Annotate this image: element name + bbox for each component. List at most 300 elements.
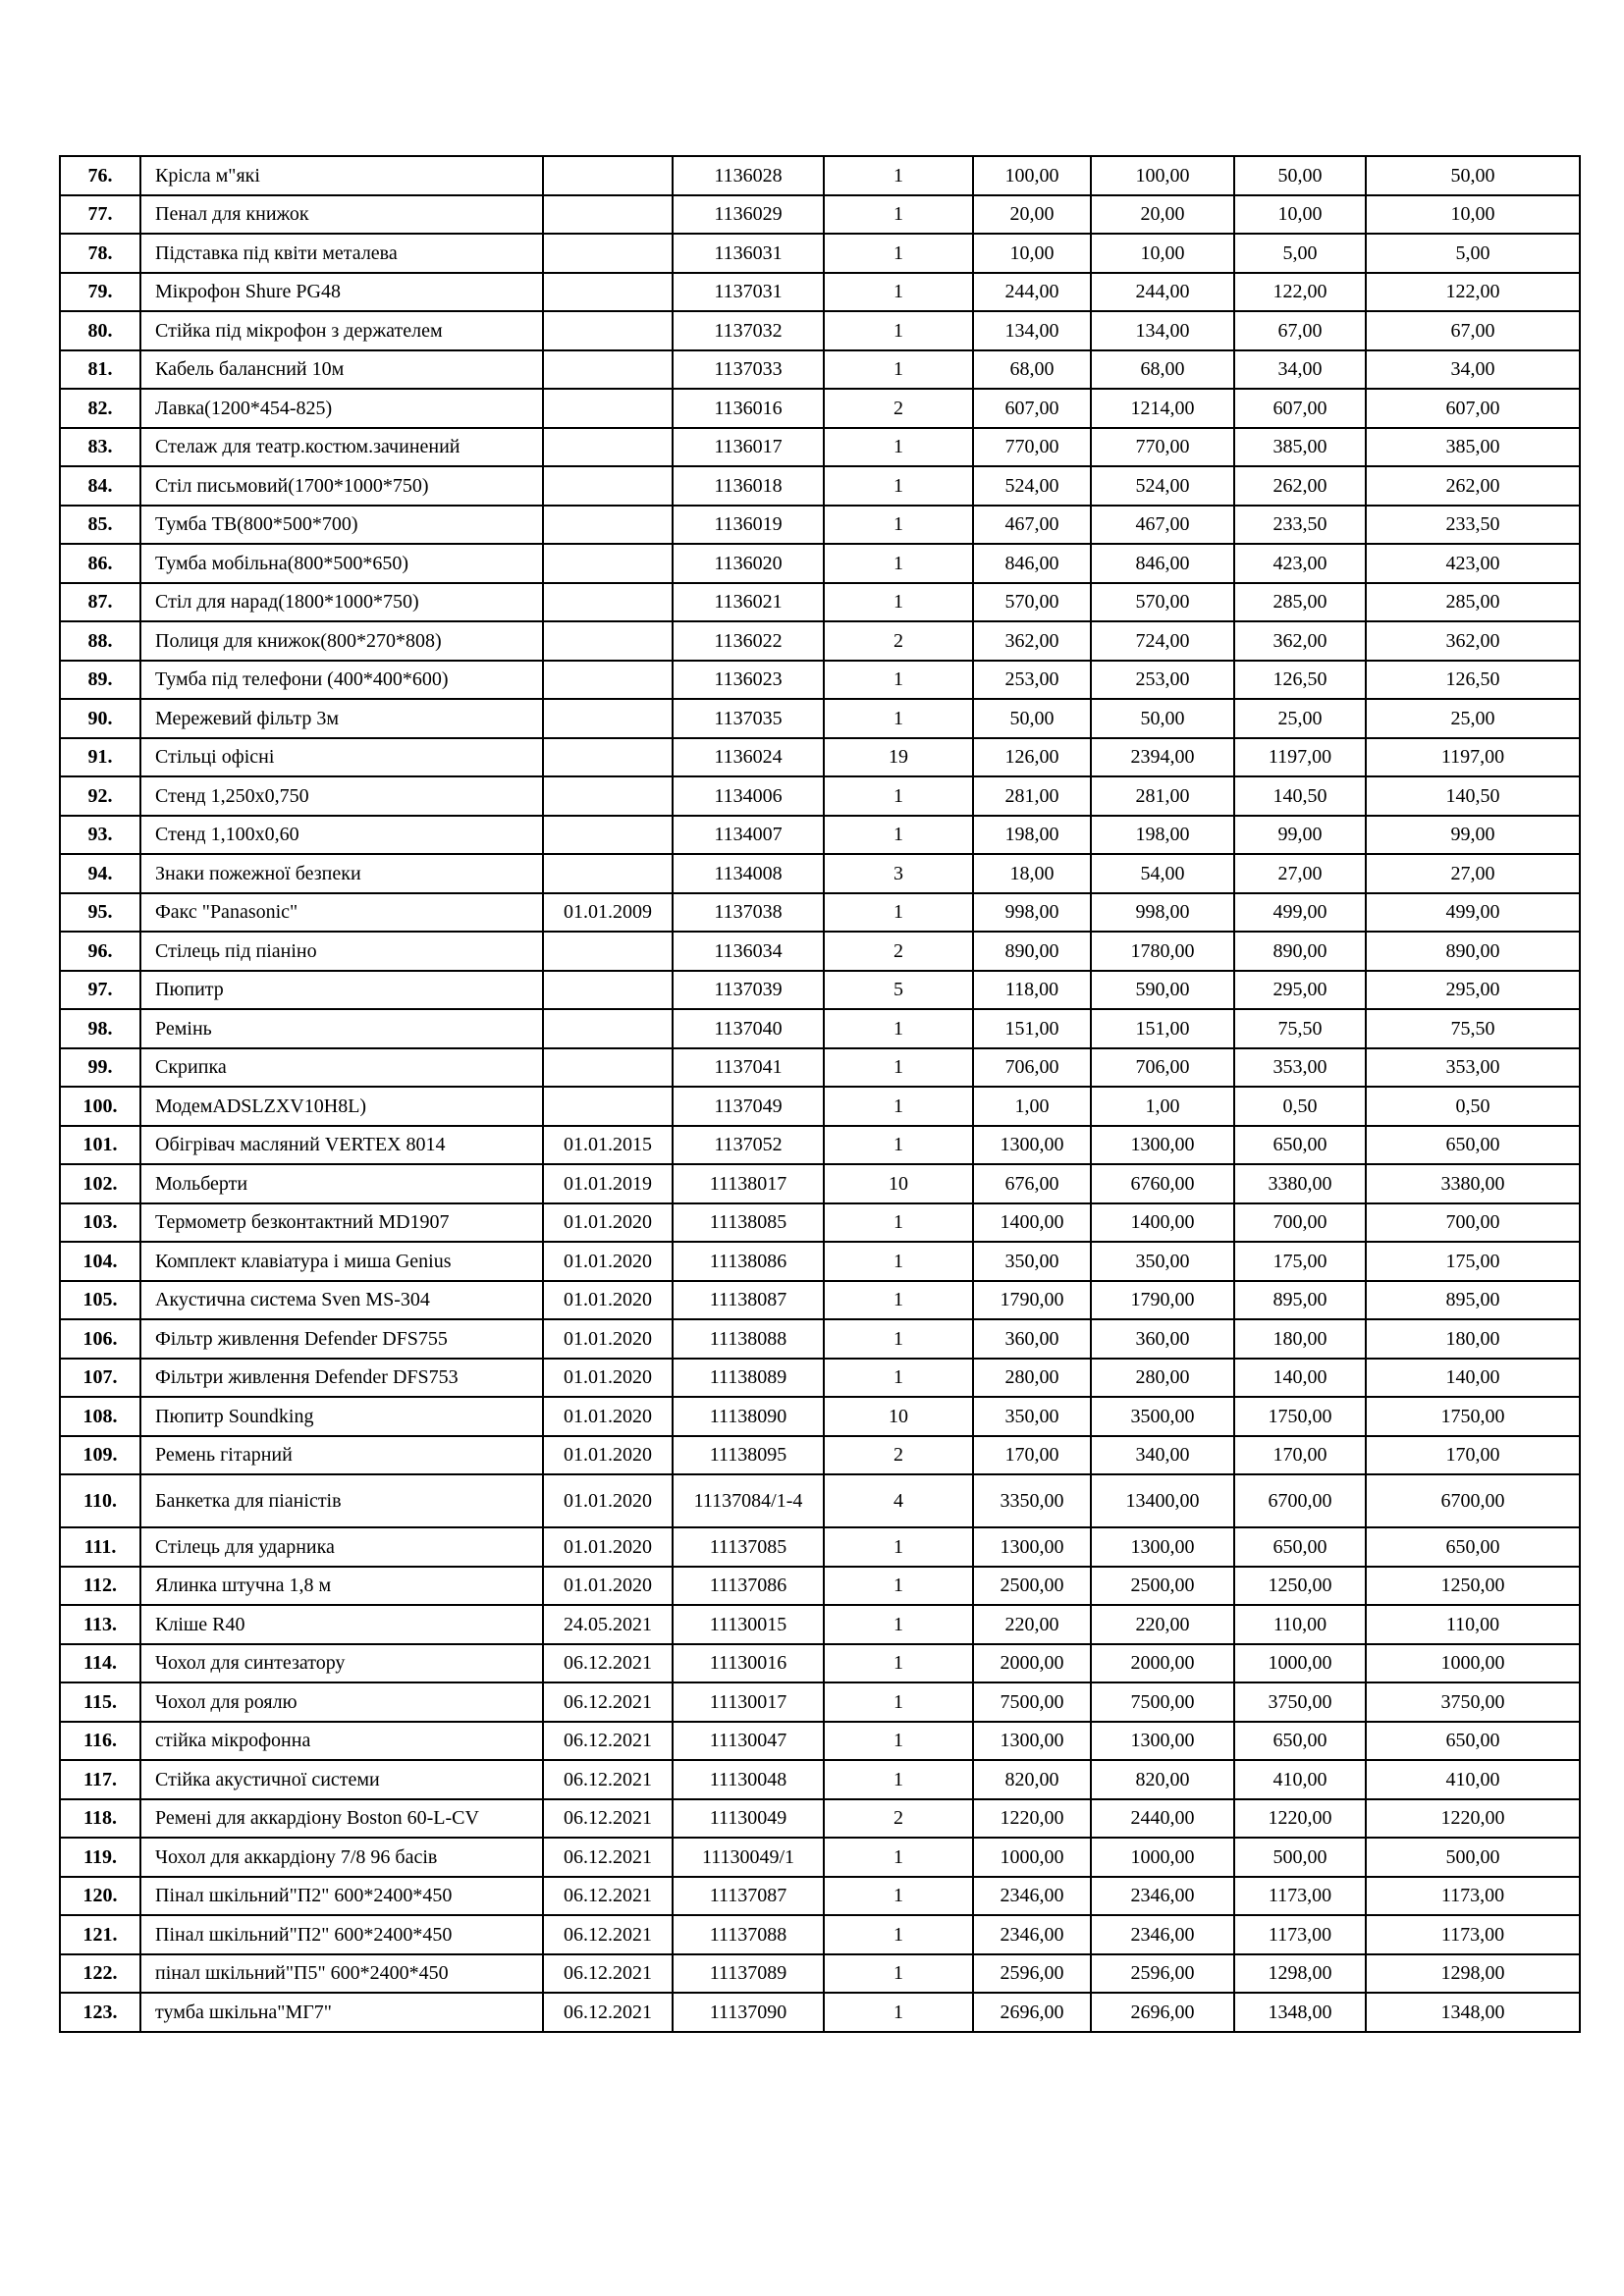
quantity-cell: 1 <box>824 428 973 467</box>
row-number-cell: 87. <box>60 583 140 622</box>
item-name-cell: тумба шкільна"МГ7" <box>140 1993 543 2032</box>
unit-price-cell: 10,00 <box>973 234 1091 273</box>
commission-date-cell: 01.01.2020 <box>543 1567 673 1606</box>
depreciation-cell: 499,00 <box>1234 893 1366 933</box>
residual-value-cell: 175,00 <box>1366 1242 1580 1281</box>
commission-date-cell <box>543 506 673 545</box>
row-number-cell: 88. <box>60 621 140 661</box>
item-name-cell: пінал шкільний"П5" 600*2400*450 <box>140 1954 543 1994</box>
row-number-cell: 93. <box>60 816 140 855</box>
commission-date-cell <box>543 583 673 622</box>
quantity-cell: 1 <box>824 195 973 235</box>
total-value-cell: 198,00 <box>1091 816 1234 855</box>
commission-date-cell: 01.01.2020 <box>543 1281 673 1320</box>
commission-date-cell: 06.12.2021 <box>543 1954 673 1994</box>
commission-date-cell <box>543 389 673 428</box>
inventory-number-cell: 1136028 <box>673 156 824 195</box>
commission-date-cell: 24.05.2021 <box>543 1605 673 1644</box>
table-row <box>60 971 1580 1010</box>
item-name-cell: Чохол для синтезатору <box>140 1644 543 1683</box>
depreciation-cell: 34,00 <box>1234 350 1366 390</box>
unit-price-cell: 68,00 <box>973 350 1091 390</box>
row-number-cell: 111. <box>60 1527 140 1567</box>
commission-date-cell: 01.01.2020 <box>543 1319 673 1359</box>
table-row <box>60 234 1580 273</box>
unit-price-cell: 280,00 <box>973 1359 1091 1398</box>
quantity-cell: 1 <box>824 1242 973 1281</box>
total-value-cell: 2346,00 <box>1091 1877 1234 1916</box>
residual-value-cell: 34,00 <box>1366 350 1580 390</box>
total-value-cell: 6760,00 <box>1091 1164 1234 1203</box>
table-row <box>60 816 1580 855</box>
commission-date-cell: 06.12.2021 <box>543 1838 673 1877</box>
quantity-cell: 1 <box>824 776 973 816</box>
residual-value-cell: 650,00 <box>1366 1527 1580 1567</box>
total-value-cell: 706,00 <box>1091 1048 1234 1088</box>
commission-date-cell <box>543 428 673 467</box>
inventory-number-cell: 11130015 <box>673 1605 824 1644</box>
depreciation-cell: 285,00 <box>1234 583 1366 622</box>
table-row <box>60 1915 1580 1954</box>
total-value-cell: 340,00 <box>1091 1436 1234 1475</box>
inventory-number-cell: 1136031 <box>673 234 824 273</box>
unit-price-cell: 18,00 <box>973 854 1091 893</box>
table-row <box>60 1567 1580 1606</box>
residual-value-cell: 67,00 <box>1366 311 1580 350</box>
residual-value-cell: 1173,00 <box>1366 1915 1580 1954</box>
residual-value-cell: 110,00 <box>1366 1605 1580 1644</box>
residual-value-cell: 1250,00 <box>1366 1567 1580 1606</box>
quantity-cell: 1 <box>824 1993 973 2032</box>
item-name-cell: Ремені для аккардіону Boston 60-L-CV <box>140 1799 543 1839</box>
unit-price-cell: 2500,00 <box>973 1567 1091 1606</box>
residual-value-cell: 362,00 <box>1366 621 1580 661</box>
inventory-number-cell: 11138017 <box>673 1164 824 1203</box>
total-value-cell: 570,00 <box>1091 583 1234 622</box>
commission-date-cell <box>543 699 673 738</box>
depreciation-cell: 1348,00 <box>1234 1993 1366 2032</box>
depreciation-cell: 67,00 <box>1234 311 1366 350</box>
residual-value-cell: 10,00 <box>1366 195 1580 235</box>
commission-date-cell: 06.12.2021 <box>543 1877 673 1916</box>
quantity-cell: 1 <box>824 1126 973 1165</box>
unit-price-cell: 253,00 <box>973 661 1091 700</box>
commission-date-cell <box>543 273 673 312</box>
commission-date-cell: 01.01.2020 <box>543 1436 673 1475</box>
unit-price-cell: 126,00 <box>973 738 1091 777</box>
inventory-number-cell: 11130049/1 <box>673 1838 824 1877</box>
inventory-number-cell: 1134006 <box>673 776 824 816</box>
quantity-cell: 1 <box>824 661 973 700</box>
depreciation-cell: 122,00 <box>1234 273 1366 312</box>
commission-date-cell: 01.01.2020 <box>543 1203 673 1243</box>
residual-value-cell: 140,50 <box>1366 776 1580 816</box>
row-number-cell: 96. <box>60 932 140 971</box>
inventory-number-cell: 11138086 <box>673 1242 824 1281</box>
depreciation-cell: 27,00 <box>1234 854 1366 893</box>
unit-price-cell: 244,00 <box>973 273 1091 312</box>
row-number-cell: 77. <box>60 195 140 235</box>
unit-price-cell: 1400,00 <box>973 1203 1091 1243</box>
row-number-cell: 108. <box>60 1397 140 1436</box>
inventory-number-cell: 1136017 <box>673 428 824 467</box>
row-number-cell: 118. <box>60 1799 140 1839</box>
depreciation-cell: 6700,00 <box>1234 1474 1366 1527</box>
depreciation-cell: 423,00 <box>1234 544 1366 583</box>
table-row <box>60 350 1580 390</box>
item-name-cell: Чохол для роялю <box>140 1682 543 1722</box>
commission-date-cell <box>543 195 673 235</box>
item-name-cell: Стелаж для театр.костюм.зачинений <box>140 428 543 467</box>
item-name-cell: Обігрівач масляний VERTEX 8014 <box>140 1126 543 1165</box>
total-value-cell: 7500,00 <box>1091 1682 1234 1722</box>
unit-price-cell: 2346,00 <box>973 1915 1091 1954</box>
quantity-cell: 1 <box>824 466 973 506</box>
row-number-cell: 84. <box>60 466 140 506</box>
total-value-cell: 220,00 <box>1091 1605 1234 1644</box>
quantity-cell: 1 <box>824 311 973 350</box>
quantity-cell: 2 <box>824 1799 973 1839</box>
row-number-cell: 78. <box>60 234 140 273</box>
unit-price-cell: 1000,00 <box>973 1838 1091 1877</box>
depreciation-cell: 500,00 <box>1234 1838 1366 1877</box>
unit-price-cell: 467,00 <box>973 506 1091 545</box>
table-row <box>60 1242 1580 1281</box>
item-name-cell: Лавка(1200*454-825) <box>140 389 543 428</box>
depreciation-cell: 353,00 <box>1234 1048 1366 1088</box>
commission-date-cell <box>543 621 673 661</box>
table-row <box>60 195 1580 235</box>
item-name-cell: Мольберти <box>140 1164 543 1203</box>
row-number-cell: 89. <box>60 661 140 700</box>
item-name-cell: Стілець для ударника <box>140 1527 543 1567</box>
depreciation-cell: 607,00 <box>1234 389 1366 428</box>
quantity-cell: 1 <box>824 893 973 933</box>
commission-date-cell: 01.01.2020 <box>543 1397 673 1436</box>
unit-price-cell: 170,00 <box>973 1436 1091 1475</box>
commission-date-cell: 06.12.2021 <box>543 1915 673 1954</box>
residual-value-cell: 410,00 <box>1366 1760 1580 1799</box>
quantity-cell: 2 <box>824 932 973 971</box>
total-value-cell: 350,00 <box>1091 1242 1234 1281</box>
residual-value-cell: 1750,00 <box>1366 1397 1580 1436</box>
row-number-cell: 117. <box>60 1760 140 1799</box>
unit-price-cell: 362,00 <box>973 621 1091 661</box>
total-value-cell: 3500,00 <box>1091 1397 1234 1436</box>
row-number-cell: 122. <box>60 1954 140 1994</box>
unit-price-cell: 2346,00 <box>973 1877 1091 1916</box>
quantity-cell: 1 <box>824 1009 973 1048</box>
unit-price-cell: 820,00 <box>973 1760 1091 1799</box>
depreciation-cell: 410,00 <box>1234 1760 1366 1799</box>
unit-price-cell: 570,00 <box>973 583 1091 622</box>
residual-value-cell: 5,00 <box>1366 234 1580 273</box>
item-name-cell: Ремінь <box>140 1009 543 1048</box>
table-row <box>60 1605 1580 1644</box>
item-name-cell: Стенд 1,100х0,60 <box>140 816 543 855</box>
residual-value-cell: 895,00 <box>1366 1281 1580 1320</box>
residual-value-cell: 1348,00 <box>1366 1993 1580 2032</box>
residual-value-cell: 607,00 <box>1366 389 1580 428</box>
row-number-cell: 92. <box>60 776 140 816</box>
inventory-number-cell: 11138087 <box>673 1281 824 1320</box>
residual-value-cell: 180,00 <box>1366 1319 1580 1359</box>
inventory-number-cell: 1136019 <box>673 506 824 545</box>
depreciation-cell: 362,00 <box>1234 621 1366 661</box>
inventory-number-cell: 11137088 <box>673 1915 824 1954</box>
depreciation-cell: 650,00 <box>1234 1527 1366 1567</box>
depreciation-cell: 895,00 <box>1234 1281 1366 1320</box>
inventory-number-cell: 1136023 <box>673 661 824 700</box>
table-row <box>60 428 1580 467</box>
quantity-cell: 1 <box>824 1954 973 1994</box>
inventory-number-cell: 1136016 <box>673 389 824 428</box>
table-row <box>60 661 1580 700</box>
item-name-cell: Стійка під мікрофон з держателем <box>140 311 543 350</box>
total-value-cell: 1,00 <box>1091 1087 1234 1126</box>
row-number-cell: 82. <box>60 389 140 428</box>
inventory-number-cell: 11130016 <box>673 1644 824 1683</box>
inventory-number-cell: 11137086 <box>673 1567 824 1606</box>
total-value-cell: 2346,00 <box>1091 1915 1234 1954</box>
table-row <box>60 738 1580 777</box>
table-row <box>60 273 1580 312</box>
residual-value-cell: 1173,00 <box>1366 1877 1580 1916</box>
table-row <box>60 621 1580 661</box>
quantity-cell: 1 <box>824 506 973 545</box>
table-row <box>60 1527 1580 1567</box>
inventory-number-cell: 1137035 <box>673 699 824 738</box>
unit-price-cell: 846,00 <box>973 544 1091 583</box>
inventory-number-cell: 1137052 <box>673 1126 824 1165</box>
depreciation-cell: 180,00 <box>1234 1319 1366 1359</box>
item-name-cell: Стійка акустичної системи <box>140 1760 543 1799</box>
depreciation-cell: 1173,00 <box>1234 1915 1366 1954</box>
total-value-cell: 280,00 <box>1091 1359 1234 1398</box>
unit-price-cell: 1300,00 <box>973 1126 1091 1165</box>
quantity-cell: 10 <box>824 1164 973 1203</box>
table-row <box>60 1319 1580 1359</box>
inventory-number-cell: 1134008 <box>673 854 824 893</box>
depreciation-cell: 1000,00 <box>1234 1644 1366 1683</box>
unit-price-cell: 890,00 <box>973 932 1091 971</box>
unit-price-cell: 118,00 <box>973 971 1091 1010</box>
unit-price-cell: 134,00 <box>973 311 1091 350</box>
residual-value-cell: 353,00 <box>1366 1048 1580 1088</box>
depreciation-cell: 126,50 <box>1234 661 1366 700</box>
unit-price-cell: 676,00 <box>973 1164 1091 1203</box>
inventory-number-cell: 1137032 <box>673 311 824 350</box>
item-name-cell: Стенд 1,250х0,750 <box>140 776 543 816</box>
residual-value-cell: 700,00 <box>1366 1203 1580 1243</box>
commission-date-cell: 06.12.2021 <box>543 1760 673 1799</box>
row-number-cell: 102. <box>60 1164 140 1203</box>
total-value-cell: 1300,00 <box>1091 1527 1234 1567</box>
item-name-cell: Чохол для аккардіону 7/8 96 басів <box>140 1838 543 1877</box>
quantity-cell: 1 <box>824 1527 973 1567</box>
total-value-cell: 590,00 <box>1091 971 1234 1010</box>
item-name-cell: Ремень гітарний <box>140 1436 543 1475</box>
row-number-cell: 104. <box>60 1242 140 1281</box>
table-row <box>60 1009 1580 1048</box>
total-value-cell: 50,00 <box>1091 699 1234 738</box>
residual-value-cell: 1298,00 <box>1366 1954 1580 1994</box>
quantity-cell: 1 <box>824 1048 973 1088</box>
total-value-cell: 998,00 <box>1091 893 1234 933</box>
depreciation-cell: 175,00 <box>1234 1242 1366 1281</box>
residual-value-cell: 3380,00 <box>1366 1164 1580 1203</box>
residual-value-cell: 295,00 <box>1366 971 1580 1010</box>
table-row <box>60 466 1580 506</box>
inventory-number-cell: 11137089 <box>673 1954 824 1994</box>
item-name-cell: Пюпитр Soundking <box>140 1397 543 1436</box>
quantity-cell: 4 <box>824 1474 973 1527</box>
row-number-cell: 106. <box>60 1319 140 1359</box>
commission-date-cell <box>543 738 673 777</box>
inventory-number-cell: 1137038 <box>673 893 824 933</box>
residual-value-cell: 50,00 <box>1366 156 1580 195</box>
item-name-cell: Банкетка для піаністів <box>140 1474 543 1527</box>
quantity-cell: 1 <box>824 234 973 273</box>
inventory-number-cell: 11138095 <box>673 1436 824 1475</box>
unit-price-cell: 1,00 <box>973 1087 1091 1126</box>
inventory-number-cell: 1136024 <box>673 738 824 777</box>
unit-price-cell: 770,00 <box>973 428 1091 467</box>
total-value-cell: 151,00 <box>1091 1009 1234 1048</box>
inventory-number-cell: 11138090 <box>673 1397 824 1436</box>
commission-date-cell <box>543 816 673 855</box>
unit-price-cell: 360,00 <box>973 1319 1091 1359</box>
quantity-cell: 1 <box>824 1877 973 1916</box>
row-number-cell: 83. <box>60 428 140 467</box>
depreciation-cell: 1173,00 <box>1234 1877 1366 1916</box>
commission-date-cell <box>543 776 673 816</box>
inventory-number-cell: 11137085 <box>673 1527 824 1567</box>
inventory-number-cell: 11130048 <box>673 1760 824 1799</box>
residual-value-cell: 126,50 <box>1366 661 1580 700</box>
table-row <box>60 1048 1580 1088</box>
unit-price-cell: 151,00 <box>973 1009 1091 1048</box>
quantity-cell: 1 <box>824 1605 973 1644</box>
total-value-cell: 253,00 <box>1091 661 1234 700</box>
depreciation-cell: 1750,00 <box>1234 1397 1366 1436</box>
quantity-cell: 1 <box>824 544 973 583</box>
quantity-cell: 1 <box>824 273 973 312</box>
depreciation-cell: 170,00 <box>1234 1436 1366 1475</box>
row-number-cell: 80. <box>60 311 140 350</box>
commission-date-cell <box>543 544 673 583</box>
commission-date-cell: 06.12.2021 <box>543 1644 673 1683</box>
inventory-number-cell: 11130047 <box>673 1722 824 1761</box>
depreciation-cell: 99,00 <box>1234 816 1366 855</box>
table-row <box>60 1126 1580 1165</box>
quantity-cell: 1 <box>824 1087 973 1126</box>
inventory-number-cell: 1136034 <box>673 932 824 971</box>
item-name-cell: Термометр безконтактний MD1907 <box>140 1203 543 1243</box>
unit-price-cell: 2696,00 <box>973 1993 1091 2032</box>
inventory-number-cell: 1136029 <box>673 195 824 235</box>
inventory-number-cell: 1137033 <box>673 350 824 390</box>
residual-value-cell: 99,00 <box>1366 816 1580 855</box>
unit-price-cell: 350,00 <box>973 1242 1091 1281</box>
depreciation-cell: 1298,00 <box>1234 1954 1366 1994</box>
row-number-cell: 121. <box>60 1915 140 1954</box>
residual-value-cell: 6700,00 <box>1366 1474 1580 1527</box>
inventory-table-body <box>60 156 1580 2032</box>
item-name-cell: Стілець під піаніно <box>140 932 543 971</box>
table-row <box>60 1877 1580 1916</box>
row-number-cell: 86. <box>60 544 140 583</box>
row-number-cell: 85. <box>60 506 140 545</box>
unit-price-cell: 20,00 <box>973 195 1091 235</box>
quantity-cell: 10 <box>824 1397 973 1436</box>
unit-price-cell: 2596,00 <box>973 1954 1091 1994</box>
depreciation-cell: 700,00 <box>1234 1203 1366 1243</box>
row-number-cell: 116. <box>60 1722 140 1761</box>
inventory-number-cell: 11137087 <box>673 1877 824 1916</box>
item-name-cell: Пінал шкільний"П2" 600*2400*450 <box>140 1915 543 1954</box>
residual-value-cell: 1000,00 <box>1366 1644 1580 1683</box>
total-value-cell: 2394,00 <box>1091 738 1234 777</box>
row-number-cell: 97. <box>60 971 140 1010</box>
row-number-cell: 91. <box>60 738 140 777</box>
unit-price-cell: 220,00 <box>973 1605 1091 1644</box>
quantity-cell: 1 <box>824 1838 973 1877</box>
inventory-number-cell: 1136018 <box>673 466 824 506</box>
residual-value-cell: 650,00 <box>1366 1722 1580 1761</box>
unit-price-cell: 350,00 <box>973 1397 1091 1436</box>
quantity-cell: 1 <box>824 1319 973 1359</box>
table-row <box>60 156 1580 195</box>
commission-date-cell <box>543 854 673 893</box>
residual-value-cell: 385,00 <box>1366 428 1580 467</box>
row-number-cell: 123. <box>60 1993 140 2032</box>
table-row <box>60 776 1580 816</box>
item-name-cell: Пінал шкільний"П2" 600*2400*450 <box>140 1877 543 1916</box>
quantity-cell: 1 <box>824 156 973 195</box>
table-row <box>60 311 1580 350</box>
total-value-cell: 54,00 <box>1091 854 1234 893</box>
quantity-cell: 1 <box>824 699 973 738</box>
row-number-cell: 90. <box>60 699 140 738</box>
residual-value-cell: 122,00 <box>1366 273 1580 312</box>
unit-price-cell: 2000,00 <box>973 1644 1091 1683</box>
unit-price-cell: 50,00 <box>973 699 1091 738</box>
row-number-cell: 98. <box>60 1009 140 1048</box>
commission-date-cell <box>543 156 673 195</box>
total-value-cell: 820,00 <box>1091 1760 1234 1799</box>
table-row <box>60 1644 1580 1683</box>
table-row <box>60 506 1580 545</box>
residual-value-cell: 3750,00 <box>1366 1682 1580 1722</box>
table-row <box>60 1760 1580 1799</box>
total-value-cell: 20,00 <box>1091 195 1234 235</box>
residual-value-cell: 500,00 <box>1366 1838 1580 1877</box>
quantity-cell: 1 <box>824 816 973 855</box>
inventory-number-cell: 11137084/1-4 <box>673 1474 824 1527</box>
table-row <box>60 1359 1580 1398</box>
depreciation-cell: 890,00 <box>1234 932 1366 971</box>
item-name-cell: Скрипка <box>140 1048 543 1088</box>
inventory-number-cell: 11138085 <box>673 1203 824 1243</box>
row-number-cell: 101. <box>60 1126 140 1165</box>
unit-price-cell: 524,00 <box>973 466 1091 506</box>
row-number-cell: 119. <box>60 1838 140 1877</box>
total-value-cell: 2440,00 <box>1091 1799 1234 1839</box>
commission-date-cell <box>543 1009 673 1048</box>
total-value-cell: 2500,00 <box>1091 1567 1234 1606</box>
total-value-cell: 1214,00 <box>1091 389 1234 428</box>
